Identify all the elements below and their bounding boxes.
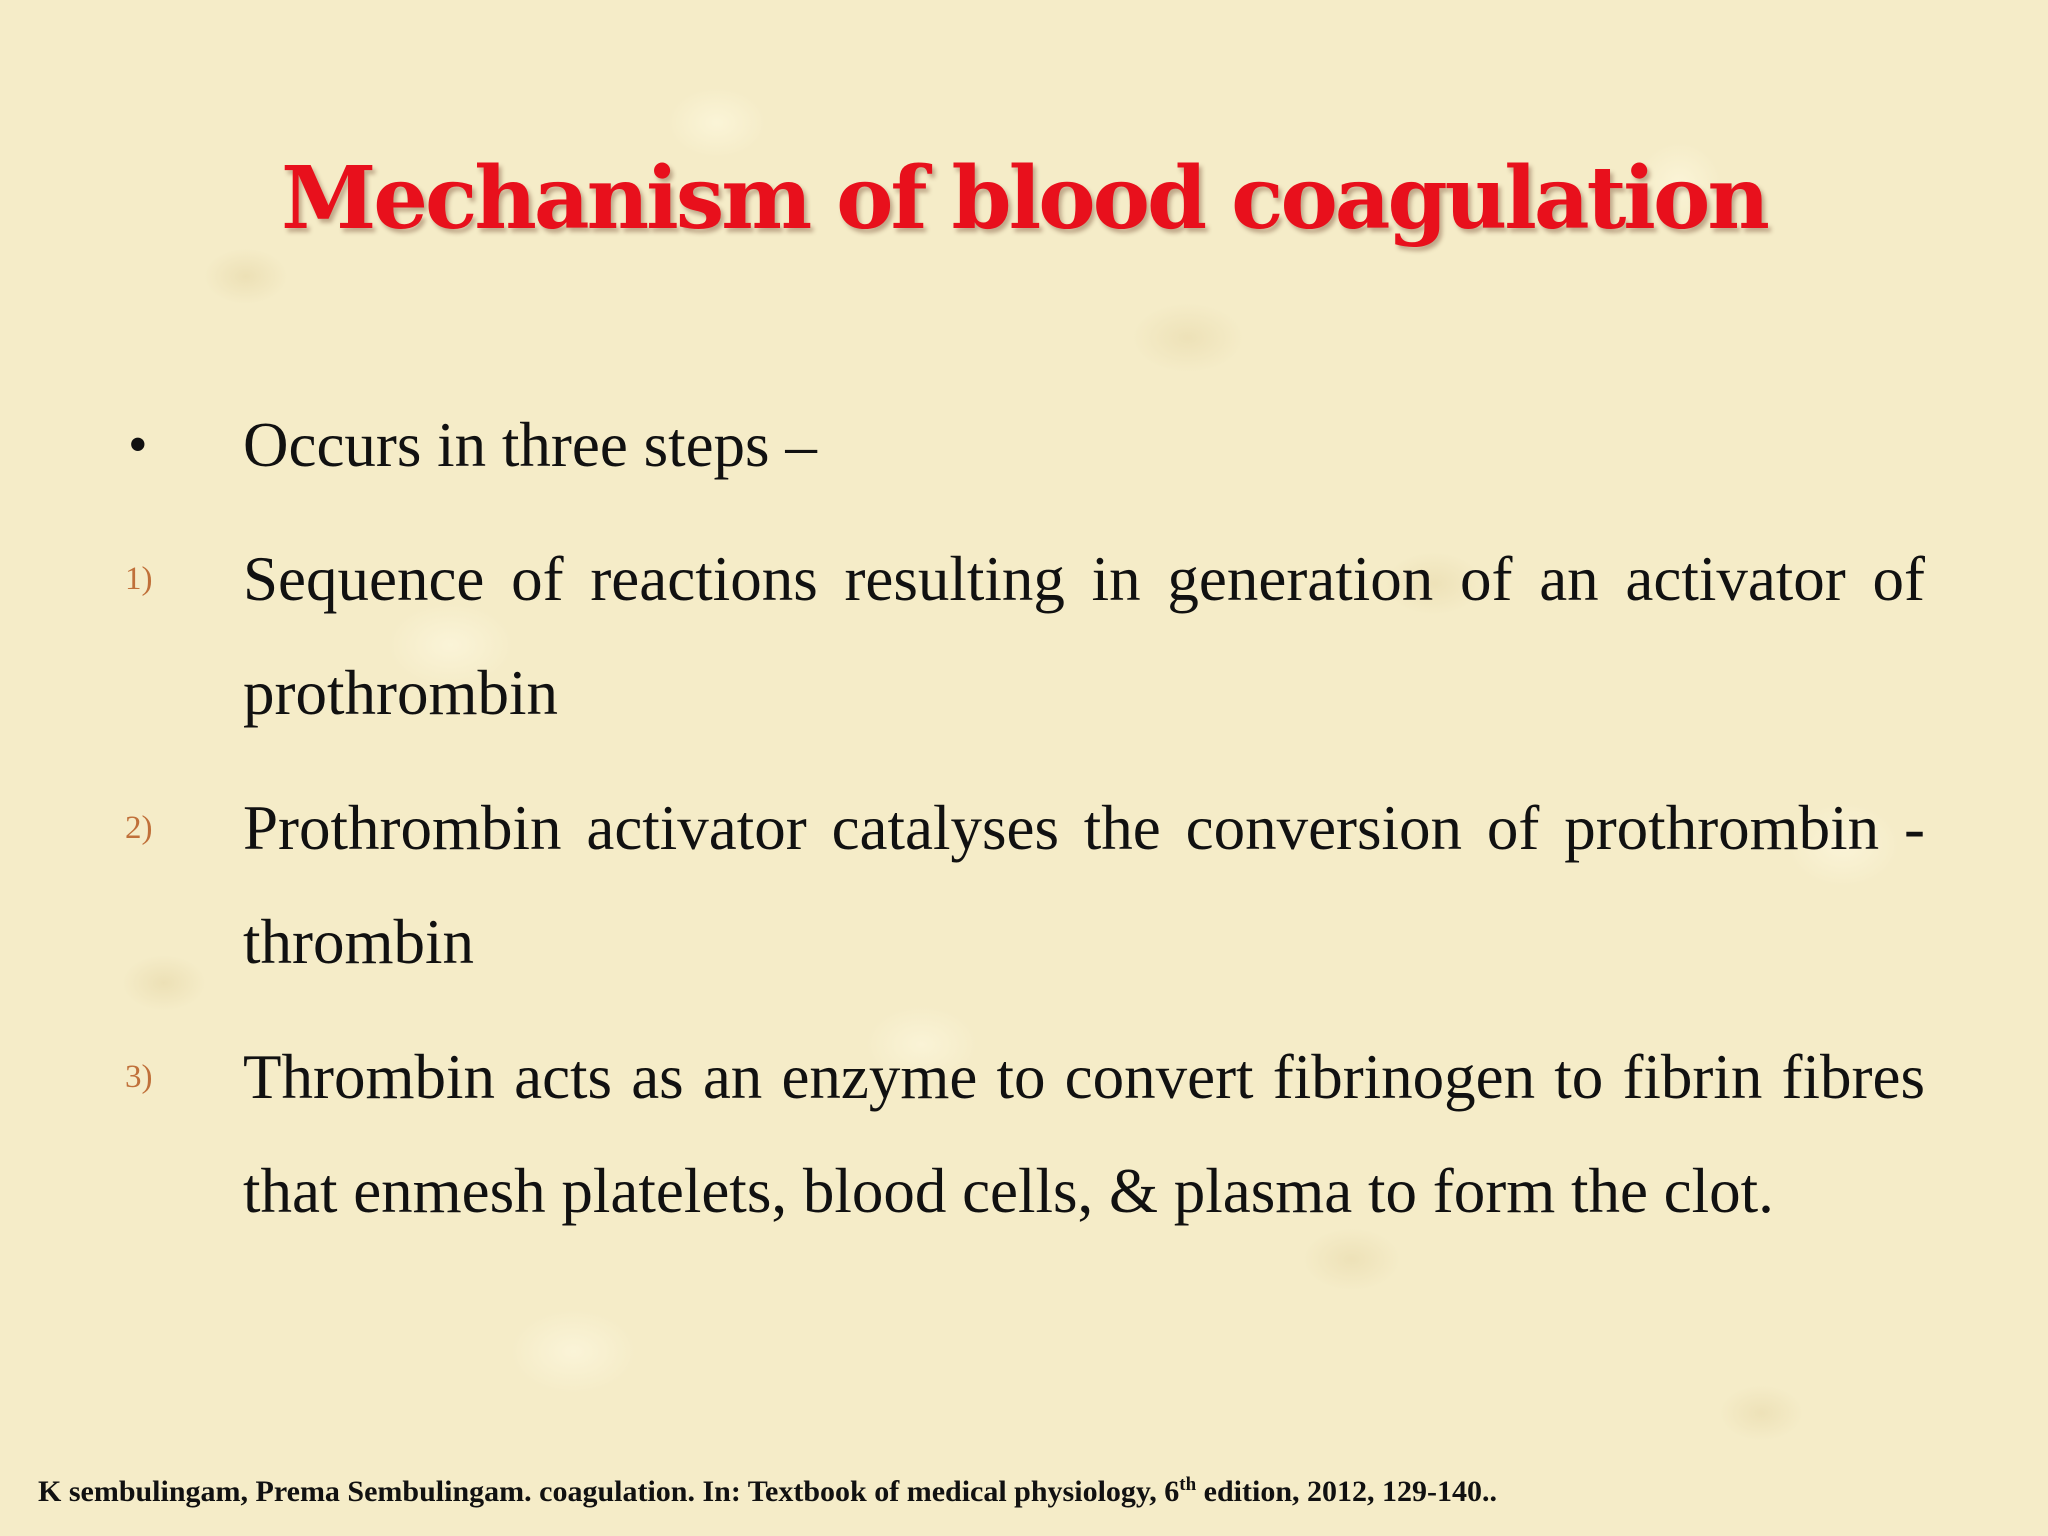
list-item-text: Occurs in three steps – [243,410,817,480]
reference-text-end: edition, 2012, 129-140.. [1196,1475,1497,1508]
content-list [0,388,2048,1269]
list-item-step-1 [125,522,1925,750]
list-item-intro [128,388,1925,502]
reference-superscript: th [1179,1474,1197,1495]
step-number: 1) [125,561,153,597]
bullet-marker: • [128,414,148,476]
slide-title: Mechanism of blood coagulation [281,148,1767,249]
list-item-text: Prothrombin activator catalyses the conversion of prothrombin - thrombin [243,793,1925,977]
list-item-step-3 [125,1020,1925,1248]
reference-text: K sembulingam, Prema Sembulingam. coagulation. In: Textbook of medical physiology, 6 [38,1475,1180,1508]
list-item-text: Sequence of reactions resulting in generation of an activator of prothrombin [243,544,1925,728]
step-number: 2) [125,810,153,846]
reference-citation [38,1474,1497,1509]
step-number: 3) [125,1059,153,1095]
list-item-step-2 [125,771,1925,999]
list-item-text: Thrombin acts as an enzyme to convert fibrinogen to fibrin fibres that enmesh platelets, blood cells, & plasma to form the clot. [243,1042,1925,1226]
